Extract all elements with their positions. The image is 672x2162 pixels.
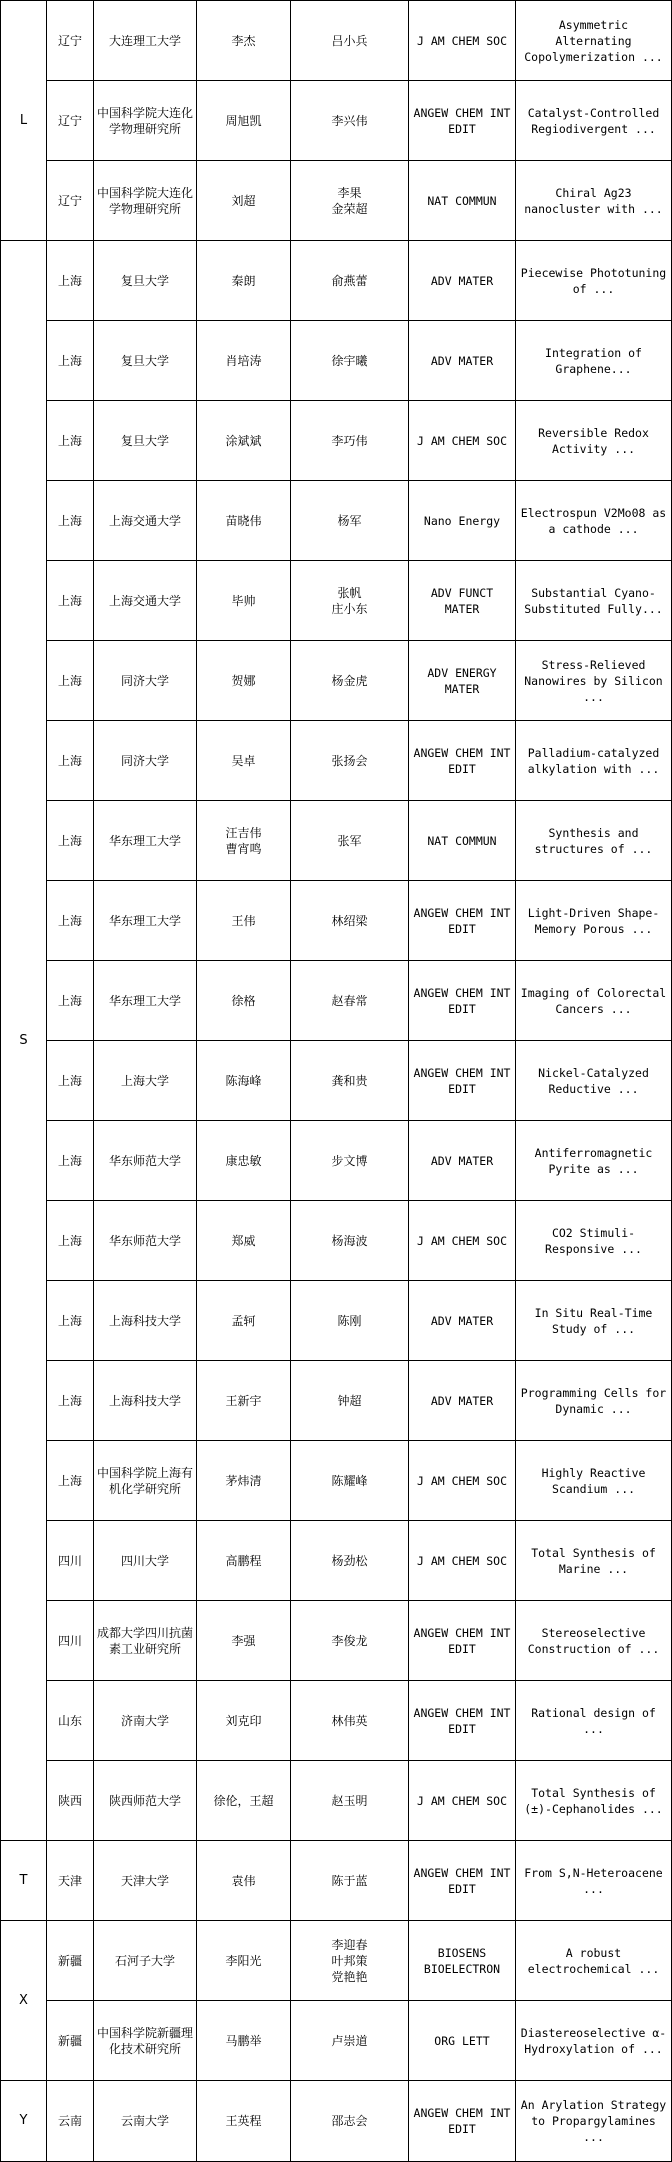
corresponding-author-cell: 杨海波: [291, 1201, 409, 1281]
province-cell: 上海: [47, 1041, 94, 1121]
corresponding-author-cell: 李迎春 叶邦策 党艳艳: [291, 1921, 409, 2001]
corresponding-author-cell: 赵玉明: [291, 1761, 409, 1841]
province-cell: 云南: [47, 2081, 94, 2162]
corresponding-author-cell: 吕小兵: [291, 1, 409, 81]
province-cell: 上海: [47, 321, 94, 401]
paper-title-cell: Piecewise Phototuning of ...: [516, 241, 672, 321]
journal-cell: J AM CHEM SOC: [409, 1761, 516, 1841]
group-letter-cell: T: [1, 1841, 47, 1921]
paper-title-cell: Catalyst-Controlled Regiodivergent ...: [516, 81, 672, 161]
province-cell: 上海: [47, 961, 94, 1041]
province-cell: 辽宁: [47, 81, 94, 161]
paper-title-cell: Antiferromagnetic Pyrite as ...: [516, 1121, 672, 1201]
first-author-cell: 孟轲: [197, 1281, 291, 1361]
journal-cell: J AM CHEM SOC: [409, 1, 516, 81]
institution-cell: 同济大学: [94, 721, 197, 801]
institution-cell: 上海科技大学: [94, 1281, 197, 1361]
first-author-cell: 袁伟: [197, 1841, 291, 1921]
paper-title-cell: Nickel-Catalyzed Reductive ...: [516, 1041, 672, 1121]
province-cell: 辽宁: [47, 1, 94, 81]
first-author-cell: 贺娜: [197, 641, 291, 721]
province-cell: 上海: [47, 1441, 94, 1521]
province-cell: 上海: [47, 881, 94, 961]
province-cell: 辽宁: [47, 161, 94, 241]
paper-title-cell: Electrospun V2Mo08 as a cathode ...: [516, 481, 672, 561]
paper-title-cell: In Situ Real-Time Study of ...: [516, 1281, 672, 1361]
first-author-cell: 王新宇: [197, 1361, 291, 1441]
paper-title-cell: Asymmetric Alternating Copolymerization ...: [516, 1, 672, 81]
first-author-cell: 徐伦，王超: [197, 1761, 291, 1841]
paper-title-cell: Diastereoselective α-Hydroxylation of ...: [516, 2001, 672, 2081]
table-row: [1, 1041, 672, 1121]
table-row: [1, 801, 672, 881]
group-letter-cell: L: [1, 1, 47, 241]
first-author-cell: 郑威: [197, 1201, 291, 1281]
corresponding-author-cell: 钟超: [291, 1361, 409, 1441]
table-row: [1, 81, 672, 161]
corresponding-author-cell: 杨军: [291, 481, 409, 561]
first-author-cell: 刘超: [197, 161, 291, 241]
institution-cell: 华东师范大学: [94, 1201, 197, 1281]
paper-title-cell: Stress-Relieved Nanowires by Silicon ...: [516, 641, 672, 721]
institution-cell: 天津大学: [94, 1841, 197, 1921]
journal-cell: ADV MATER: [409, 1281, 516, 1361]
institution-cell: 复旦大学: [94, 401, 197, 481]
table-row: [1, 1441, 672, 1521]
paper-title-cell: A robust electrochemical ...: [516, 1921, 672, 2001]
group-letter-cell: X: [1, 1921, 47, 2081]
journal-cell: ADV MATER: [409, 1121, 516, 1201]
institution-cell: 石河子大学: [94, 1921, 197, 2001]
table-row: [1, 1841, 672, 1921]
first-author-cell: 茅炜清: [197, 1441, 291, 1521]
institution-cell: 同济大学: [94, 641, 197, 721]
journal-cell: ADV MATER: [409, 1361, 516, 1441]
table-row: [1, 1, 672, 81]
table-row: [1, 641, 672, 721]
table-row: [1, 1201, 672, 1281]
paper-title-cell: Rational design of ...: [516, 1681, 672, 1761]
corresponding-author-cell: 李巧伟: [291, 401, 409, 481]
journal-cell: ORG LETT: [409, 2001, 516, 2081]
group-letter-cell: Y: [1, 2081, 47, 2162]
first-author-cell: 康忠敏: [197, 1121, 291, 1201]
paper-title-cell: Total Synthesis of (±)-Cephanolides ...: [516, 1761, 672, 1841]
paper-title-cell: Imaging of Colorectal Cancers ...: [516, 961, 672, 1041]
first-author-cell: 毕帅: [197, 561, 291, 641]
journal-cell: Nano Energy: [409, 481, 516, 561]
province-cell: 上海: [47, 801, 94, 881]
paper-title-cell: Stereoselective Construction of ...: [516, 1601, 672, 1681]
journal-cell: ADV MATER: [409, 321, 516, 401]
table-row: [1, 161, 672, 241]
journal-cell: ADV ENERGY MATER: [409, 641, 516, 721]
paper-title-cell: Highly Reactive Scandium ...: [516, 1441, 672, 1521]
table-row: [1, 241, 672, 321]
paper-title-cell: Synthesis and structures of ...: [516, 801, 672, 881]
institution-cell: 中国科学院新疆理化技术研究所: [94, 2001, 197, 2081]
journal-cell: NAT COMMUN: [409, 161, 516, 241]
province-cell: 上海: [47, 561, 94, 641]
institution-cell: 大连理工大学: [94, 1, 197, 81]
journal-cell: ADV MATER: [409, 241, 516, 321]
table-row: [1, 401, 672, 481]
first-author-cell: 马鹏举: [197, 2001, 291, 2081]
paper-title-cell: From S,N-Heteroacene ...: [516, 1841, 672, 1921]
first-author-cell: 秦朗: [197, 241, 291, 321]
corresponding-author-cell: 赵春常: [291, 961, 409, 1041]
institution-cell: 济南大学: [94, 1681, 197, 1761]
province-cell: 新疆: [47, 1921, 94, 2001]
group-letter-cell: S: [1, 241, 47, 1841]
journal-cell: J AM CHEM SOC: [409, 1201, 516, 1281]
institution-cell: 成都大学四川抗菌素工业研究所: [94, 1601, 197, 1681]
paper-title-cell: Light-Driven Shape-Memory Porous ...: [516, 881, 672, 961]
table-row: [1, 1281, 672, 1361]
institution-cell: 陕西师范大学: [94, 1761, 197, 1841]
corresponding-author-cell: 林绍梁: [291, 881, 409, 961]
paper-title-cell: An Arylation Strategy to Propargylamines ...: [516, 2081, 672, 2162]
corresponding-author-cell: 李果 金荣超: [291, 161, 409, 241]
institution-cell: 华东理工大学: [94, 961, 197, 1041]
corresponding-author-cell: 卢崇道: [291, 2001, 409, 2081]
journal-cell: ANGEW CHEM INT EDIT: [409, 2081, 516, 2162]
institution-cell: 华东师范大学: [94, 1121, 197, 1201]
institution-cell: 云南大学: [94, 2081, 197, 2162]
table-row: [1, 961, 672, 1041]
journal-cell: J AM CHEM SOC: [409, 401, 516, 481]
institution-cell: 上海交通大学: [94, 561, 197, 641]
corresponding-author-cell: 陈刚: [291, 1281, 409, 1361]
paper-title-cell: CO2 Stimuli-Responsive ...: [516, 1201, 672, 1281]
corresponding-author-cell: 龚和贵: [291, 1041, 409, 1121]
journal-cell: ANGEW CHEM INT EDIT: [409, 1601, 516, 1681]
first-author-cell: 刘克印: [197, 1681, 291, 1761]
journal-cell: BIOSENS BIOELECTRON: [409, 1921, 516, 2001]
table-row: [1, 881, 672, 961]
paper-title-cell: Integration of Graphene...: [516, 321, 672, 401]
province-cell: 上海: [47, 1201, 94, 1281]
journal-cell: ANGEW CHEM INT EDIT: [409, 961, 516, 1041]
province-cell: 新疆: [47, 2001, 94, 2081]
journal-cell: NAT COMMUN: [409, 801, 516, 881]
institution-cell: 华东理工大学: [94, 881, 197, 961]
institution-cell: 上海大学: [94, 1041, 197, 1121]
table-row: [1, 2081, 672, 2162]
institution-cell: 华东理工大学: [94, 801, 197, 881]
province-cell: 山东: [47, 1681, 94, 1761]
paper-title-cell: Programming Cells for Dynamic ...: [516, 1361, 672, 1441]
table-row: [1, 561, 672, 641]
first-author-cell: 李杰: [197, 1, 291, 81]
journal-cell: ANGEW CHEM INT EDIT: [409, 81, 516, 161]
corresponding-author-cell: 杨金虎: [291, 641, 409, 721]
corresponding-author-cell: 杨劲松: [291, 1521, 409, 1601]
institution-cell: 上海交通大学: [94, 481, 197, 561]
paper-title-cell: Total Synthesis of Marine ...: [516, 1521, 672, 1601]
journal-cell: ANGEW CHEM INT EDIT: [409, 881, 516, 961]
institution-cell: 中国科学院上海有机化学研究所: [94, 1441, 197, 1521]
province-cell: 陕西: [47, 1761, 94, 1841]
paper-title-cell: Chiral Ag23 nanocluster with ...: [516, 161, 672, 241]
province-cell: 上海: [47, 401, 94, 481]
table-row: [1, 1761, 672, 1841]
table-row: [1, 2001, 672, 2081]
province-cell: 上海: [47, 1121, 94, 1201]
province-cell: 上海: [47, 641, 94, 721]
first-author-cell: 涂斌斌: [197, 401, 291, 481]
institution-cell: 复旦大学: [94, 241, 197, 321]
paper-title-cell: Reversible Redox Activity ...: [516, 401, 672, 481]
corresponding-author-cell: 俞燕蕾: [291, 241, 409, 321]
province-cell: 上海: [47, 1361, 94, 1441]
institution-cell: 复旦大学: [94, 321, 197, 401]
table-row: [1, 481, 672, 561]
table-row: [1, 1521, 672, 1601]
corresponding-author-cell: 陈耀峰: [291, 1441, 409, 1521]
journal-cell: ANGEW CHEM INT EDIT: [409, 1041, 516, 1121]
corresponding-author-cell: 步文博: [291, 1121, 409, 1201]
first-author-cell: 陈海峰: [197, 1041, 291, 1121]
first-author-cell: 李阳光: [197, 1921, 291, 2001]
journal-cell: ANGEW CHEM INT EDIT: [409, 721, 516, 801]
corresponding-author-cell: 张军: [291, 801, 409, 881]
province-cell: 四川: [47, 1521, 94, 1601]
table-row: [1, 1361, 672, 1441]
first-author-cell: 周旭凯: [197, 81, 291, 161]
first-author-cell: 肖培涛: [197, 321, 291, 401]
table-row: [1, 721, 672, 801]
table-row: [1, 1681, 672, 1761]
first-author-cell: 高鹏程: [197, 1521, 291, 1601]
province-cell: 上海: [47, 481, 94, 561]
table-body: [1, 1, 672, 2162]
province-cell: 上海: [47, 1281, 94, 1361]
corresponding-author-cell: 徐宇曦: [291, 321, 409, 401]
province-cell: 上海: [47, 721, 94, 801]
journal-cell: ANGEW CHEM INT EDIT: [409, 1841, 516, 1921]
province-cell: 天津: [47, 1841, 94, 1921]
corresponding-author-cell: 陈于蓝: [291, 1841, 409, 1921]
province-cell: 四川: [47, 1601, 94, 1681]
corresponding-author-cell: 张扬会: [291, 721, 409, 801]
corresponding-author-cell: 张帆 庄小东: [291, 561, 409, 641]
table-row: [1, 1921, 672, 2001]
province-cell: 上海: [47, 241, 94, 321]
paper-title-cell: Palladium-catalyzed alkylation with ...: [516, 721, 672, 801]
journal-cell: ANGEW CHEM INT EDIT: [409, 1681, 516, 1761]
first-author-cell: 王伟: [197, 881, 291, 961]
journal-cell: J AM CHEM SOC: [409, 1441, 516, 1521]
corresponding-author-cell: 李俊龙: [291, 1601, 409, 1681]
institution-cell: 中国科学院大连化学物理研究所: [94, 81, 197, 161]
table-row: [1, 1601, 672, 1681]
first-author-cell: 李强: [197, 1601, 291, 1681]
first-author-cell: 吴卓: [197, 721, 291, 801]
paper-title-cell: Substantial Cyano-Substituted Fully...: [516, 561, 672, 641]
institution-cell: 四川大学: [94, 1521, 197, 1601]
first-author-cell: 徐格: [197, 961, 291, 1041]
table-row: [1, 1121, 672, 1201]
corresponding-author-cell: 邵志会: [291, 2081, 409, 2162]
first-author-cell: 苗晓伟: [197, 481, 291, 561]
first-author-cell: 汪吉伟 曹宵鸣: [197, 801, 291, 881]
first-author-cell: 王英程: [197, 2081, 291, 2162]
journal-cell: J AM CHEM SOC: [409, 1521, 516, 1601]
institution-cell: 中国科学院大连化学物理研究所: [94, 161, 197, 241]
corresponding-author-cell: 林伟英: [291, 1681, 409, 1761]
table-row: [1, 321, 672, 401]
journal-cell: ADV FUNCT MATER: [409, 561, 516, 641]
corresponding-author-cell: 李兴伟: [291, 81, 409, 161]
institution-cell: 上海科技大学: [94, 1361, 197, 1441]
